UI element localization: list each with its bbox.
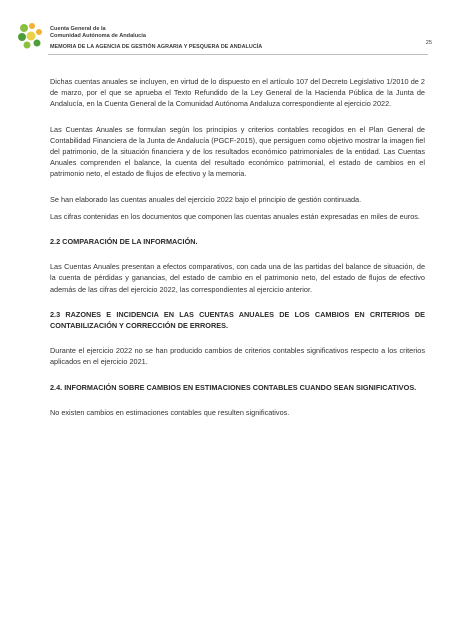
junta-andalucia-logo (18, 22, 44, 52)
paragraph-gestion-continuada: Se han elaborado las cuentas anuales del ejercicio 2022 bajo el principio de gestión continuada. (50, 194, 362, 204)
paragraph-criterios: Durante el ejercicio 2022 no se han producido cambios de criterios contables significativos respecto a los criterios aplicados en el ejercicio 2021. (50, 346, 425, 367)
memoria-title: MEMORIA DE LA AGENCIA DE GESTIÓN AGRARIA Y PESQUERA DE ANDALUCÍA (50, 44, 263, 50)
org-name-line-2: Comunidad Autónoma de Andalucía (50, 33, 146, 39)
document-body (50, 76, 425, 418)
paragraph-comparativos: Las Cuentas Anuales presentan a efectos comparativos, con cada una de las partidas del balance de situación, de la cuenta de pérdidas y ganancias, del estado de cambio en el patrimonio neto, del estado de flujos de efectivo además de las cifras del ejercicio 2022, las correspondientes al ejercicio anterior. (50, 262, 425, 294)
paragraph-principios: Las Cuentas Anuales se formulan según los principios y criterios contables recogidos en el Plan General de Contabilidad Financiera de la Junta de Andalucía (PGCF-2015), que persiguen como objetivo mostrar la imagen fiel del patrimonio, de la situación financiera y de los resultados económico patrimoniales de la entidad. Las Cuentas Anuales comprenden el balance, la cuenta del resultado económico patrimonial, el estado de cambios en el patrimonio neto, el estado de flujos de efectivo y la memoria. (50, 124, 425, 179)
header-divider (48, 54, 428, 55)
page-header (18, 22, 432, 62)
paragraph-decreto: Dichas cuentas anuales se incluyen, en virtud de lo dispuesto en el artículo 107 del Decreto Legislativo 1/2010 de 2 de marzo, por el que se aprueba el Texto Refundido de la Ley General de la Hacienda Pública de la Junta de Andalucía, en la Cuenta General de la Comunidad Autónoma Andaluza correspondiente al ejercicio 2022. (50, 77, 425, 109)
org-name-line-1: Cuenta General de la (50, 26, 106, 32)
heading-2-4: 2.4. INFORMACIÓN SOBRE CAMBIOS EN ESTIMACIONES CONTABLES CUANDO SEAN SIGNIFICATIVOS. (50, 382, 417, 392)
page-number: 25 (425, 40, 432, 46)
paragraph-miles-euros: Las cifras contenidas en los documentos que componen las cuentas anuales están expresadas en miles de euros. (50, 211, 420, 221)
heading-2-2: 2.2 COMPARACIÓN DE LA INFORMACIÓN. (50, 237, 198, 247)
heading-2-3: 2.3 RAZONES E INCIDENCIA EN LAS CUENTAS ANUALES DE LOS CAMBIOS EN CRITERIOS DE CONTABILIZACIÓN Y CORRECCIÓN DE ERRORES. (50, 309, 425, 331)
paragraph-estimaciones: No existen cambios en estimaciones contables que resulten significativos. (50, 407, 290, 417)
